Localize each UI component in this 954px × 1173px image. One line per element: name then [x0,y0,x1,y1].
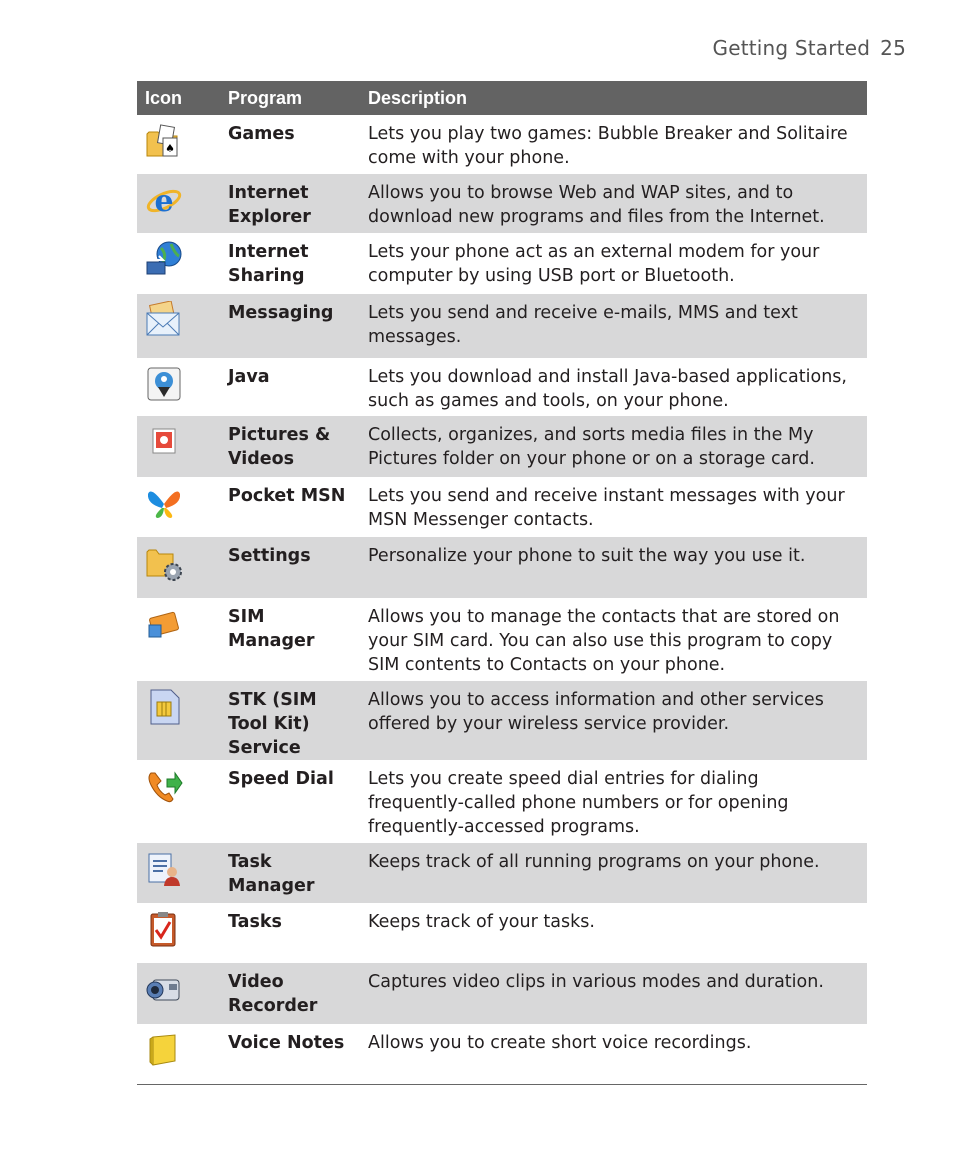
sim-manager-icon [145,605,183,643]
program-description: Captures video clips in various modes and duration. [360,963,867,1024]
program-name: Speed Dial [228,769,334,789]
table-row [137,294,867,358]
svg-text:e: e [154,184,174,219]
table-row [137,358,867,416]
table-row [137,963,867,1024]
program-description: Collects, organizes, and sorts media files in the My Pictures folder on your phone or on a storage card. [360,416,867,477]
program-name: Messaging [220,294,360,358]
internet-explorer-icon [145,181,183,219]
pictures-videos-icon [145,423,183,461]
col-header-icon: Icon [137,81,220,115]
program-description: Allows you to create short voice recordings. [368,1033,752,1053]
table-row [137,1024,867,1084]
internet-sharing-icon [145,240,183,278]
section-title: Getting Started [712,36,871,60]
video-camera-icon [145,970,183,1008]
table-header-row [137,81,867,115]
programs-table [137,81,867,1085]
col-header-program: Program [220,81,360,115]
games-folder-icon [145,122,183,160]
table-row [137,233,867,294]
running-header [713,36,907,60]
program-description: Lets you play two games: Bubble Breaker and Solitaire come with your phone. [368,124,848,168]
page-number: 25 [880,36,906,60]
program-description: Allows you to access information and other services offered by your wireless service provider. [360,681,867,760]
sim-card-icon [145,688,183,726]
msn-butterfly-icon [145,484,183,522]
program-description: Lets you send and receive instant messages with your MSN Messenger contacts. [368,486,845,530]
table-row [137,760,867,843]
table-row [137,115,867,174]
program-description: Allows you to manage the contacts that are stored on your SIM card. You can also use this program to copy SIM contents to Contacts on your phone. [368,607,840,675]
program-description: Keeps track of all running programs on your phone. [360,843,867,903]
program-description: Lets you download and install Java-based applications, such as games and tools, on your phone. [368,367,847,411]
program-name: STK (SIM Tool Kit) Service [220,681,360,760]
program-name: Settings [220,537,360,598]
program-name: Video Recorder [220,963,360,1024]
table-row [137,174,867,233]
voice-notes-icon [145,1031,183,1069]
table-row [137,681,867,760]
program-name: Internet Sharing [228,242,309,286]
table-row [137,537,867,598]
messaging-envelope-icon [145,301,183,339]
program-name: Tasks [228,912,282,932]
table-row [137,416,867,477]
speed-dial-phone-icon [145,767,183,805]
program-description: Lets your phone act as an external modem for your computer by using USB port or Bluetooth. [368,242,820,286]
table-row [137,843,867,903]
program-name: Java [228,367,270,387]
program-name: Voice Notes [228,1033,345,1053]
table-row [137,903,867,963]
settings-folder-gear-icon [145,544,183,582]
task-manager-icon [145,850,183,888]
program-description: Lets you send and receive e-mails, MMS and text messages. [360,294,867,358]
svg-text:♠: ♠ [165,142,175,155]
tasks-clipboard-icon [145,910,183,948]
program-name: Task Manager [220,843,360,903]
program-description: Keeps track of your tasks. [368,912,595,932]
program-name: Pocket MSN [228,486,346,506]
program-name: Pictures & Videos [220,416,360,477]
program-description: Lets you create speed dial entries for dialing frequently-called phone numbers or for opening frequently-accessed programs. [368,769,789,837]
java-icon [145,365,183,403]
col-header-description: Description [360,81,867,115]
program-name: SIM Manager [228,607,315,651]
program-name: Games [228,124,295,144]
program-name: Internet Explorer [220,174,360,233]
table-row [137,477,867,537]
program-description: Personalize your phone to suit the way you use it. [360,537,867,598]
table-row [137,598,867,681]
program-description: Allows you to browse Web and WAP sites, and to download new programs and files from the Internet. [360,174,867,233]
